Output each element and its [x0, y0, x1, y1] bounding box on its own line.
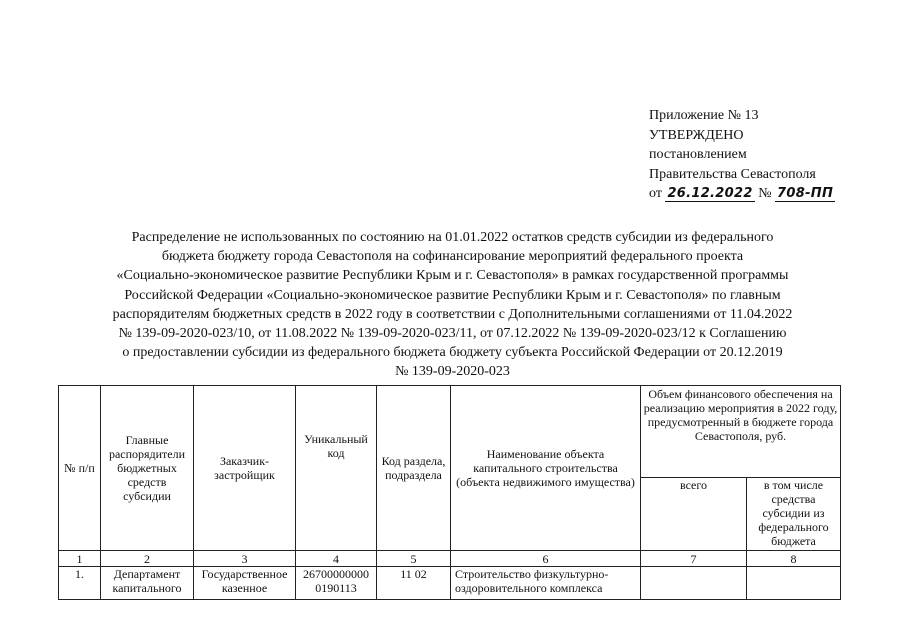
date-prefix: от — [649, 186, 662, 201]
header-section: Код раздела, подраздела — [377, 386, 451, 551]
table-row — [59, 567, 841, 600]
approved-label: УТВЕРЖДЕНО — [649, 127, 744, 143]
header-customer: Заказчик-застройщик — [194, 386, 296, 551]
column-numbers-row — [59, 551, 841, 567]
column-number: 8 — [747, 551, 841, 567]
document-title — [60, 228, 845, 382]
date-line — [649, 184, 849, 204]
title-line: «Социально-экономическое развитие Республики Крым и г. Севастополя» в рамках государственной программы — [116, 268, 789, 284]
number-prefix: № — [758, 186, 772, 201]
row-code: 26700000000 0190113 — [296, 567, 377, 600]
title-line: бюджета бюджету города Севастополя на софинансирование мероприятий федерального проекта — [161, 249, 744, 265]
header-funding: Объем финансового обеспечения на реализацию мероприятия в 2022 году, предусмотренный в бюджете города Севастополя, руб. — [641, 386, 841, 478]
row-federal — [747, 567, 841, 600]
title-line: Распределение не использованных по состоянию на 01.01.2022 остатков средств субсидии из федерального — [131, 230, 774, 245]
column-number: 7 — [641, 551, 747, 567]
header-row — [59, 386, 841, 478]
appendix-number: Приложение № 13 — [649, 108, 759, 123]
title-line: № 139-09-2020-023 — [395, 364, 510, 380]
column-number: 3 — [194, 551, 296, 567]
row-manager: Департамент капитального — [101, 567, 194, 600]
handwritten-date: 26.12.2022 — [667, 186, 753, 201]
title-line: № 139-09-2020-023/10, от 11.08.2022 № 139-09-2020-023/11, от 07.12.2022 № 139-09-2020-023/12 к Соглашению — [118, 326, 787, 342]
title-line: о предоставлении субсидии из федерального бюджета бюджету субъекта Российской Федерации от 20.12.2019 — [122, 345, 783, 361]
header-object: Наименование объекта капитального строительства (объекта недвижимого имущества) — [451, 386, 641, 551]
government-label: Правительства Севастополя — [649, 166, 816, 182]
row-object: Строительство физкультурно-оздоровительного комплекса — [451, 567, 641, 600]
header-federal: в том числе средства субсидии из федерального бюджета — [747, 478, 841, 551]
column-number: 6 — [451, 551, 641, 567]
header-num: № п/п — [59, 386, 101, 551]
row-section: 11 02 — [377, 567, 451, 600]
title-line: Российской Федерации «Социально-экономическое развитие Республики Крым и г. Севастополя» по главным — [124, 287, 781, 303]
resolution-label: постановлением — [649, 147, 747, 162]
row-num: 1. — [59, 567, 101, 600]
header-code: Уникальный код — [296, 386, 377, 551]
header-total: всего — [641, 478, 747, 551]
row-customer: Государственное казенное — [194, 567, 296, 600]
column-number: 4 — [296, 551, 377, 567]
title-line: распорядителям бюджетных средств в 2022 году в соответствии с Дополнительными соглашениями от 11.04.2022 — [112, 306, 793, 322]
approval-block — [649, 106, 849, 204]
column-number: 1 — [59, 551, 101, 567]
column-number: 5 — [377, 551, 451, 567]
column-number: 2 — [101, 551, 194, 567]
header-managers: Главные распорядители бюджетных средств субсидии — [101, 386, 194, 551]
row-total — [641, 567, 747, 600]
distribution-table — [58, 385, 841, 600]
handwritten-number: 708-ПП — [777, 186, 834, 201]
